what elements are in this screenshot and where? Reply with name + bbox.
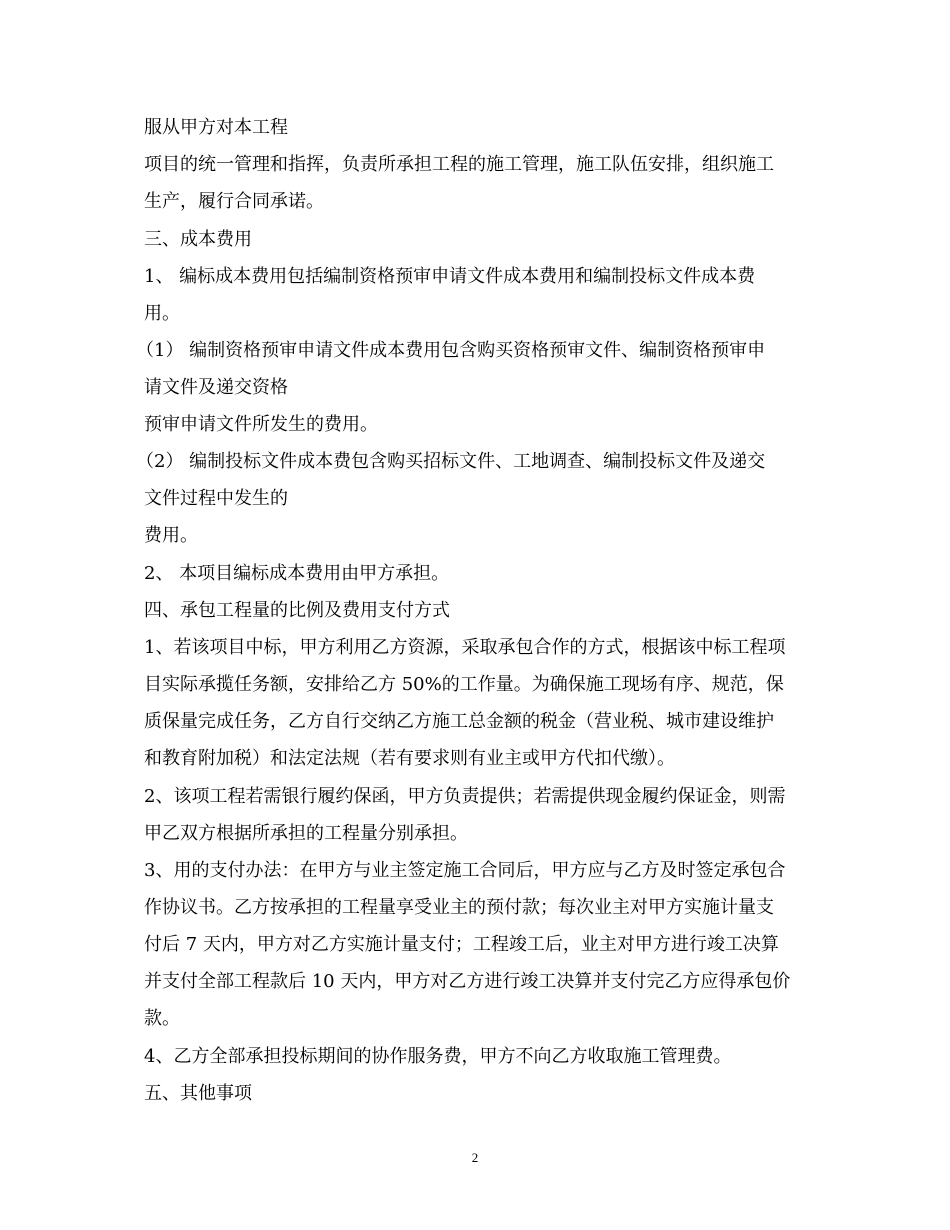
- text-line: （1） 编制资格预审申请文件成本费用包含购买资格预审文件、编制资格预审申: [136, 340, 766, 361]
- text-line: 作协议书。乙方按承担的工程量享受业主的预付款；每次业主对甲方实施计量支: [144, 897, 774, 918]
- section-heading: 三、成本费用: [144, 229, 252, 250]
- text-line: 付后 7 天内，甲方对乙方实施计量支付；工程竣工后，业主对甲方进行竣工决算: [144, 934, 779, 955]
- section-heading: 五、其他事项: [144, 1083, 252, 1104]
- text-line: 项目的统一管理和指挥，负责所承担工程的施工管理，施工队伍安排，组织施工: [144, 154, 774, 175]
- text-line: 用。: [144, 303, 180, 324]
- text-line: 3、用的支付办法：在甲方与业主签定施工合同后，甲方应与乙方及时签定承包合: [144, 860, 786, 881]
- text-line: 服从甲方对本工程: [144, 117, 288, 138]
- section-heading: 四、承包工程量的比例及费用支付方式: [144, 600, 450, 621]
- text-line: 质保量完成任务，乙方自行交纳乙方施工总金额的税金（营业税、城市建设维护: [144, 711, 774, 732]
- text-line: 生产，履行合同承诺。: [144, 191, 324, 212]
- text-line: 甲乙双方根据所承担的工程量分别承担。: [144, 823, 468, 844]
- text-line: 请文件及递交资格: [144, 377, 288, 398]
- text-line: 款。: [144, 1008, 180, 1029]
- text-line: 费用。: [144, 525, 198, 546]
- text-line: （2） 编制投标文件成本费包含购买招标文件、工地调查、编制投标文件及递交: [136, 451, 766, 472]
- text-line: 文件过程中发生的: [144, 488, 288, 509]
- text-line: 2、该项工程若需银行履约保函，甲方负责提供；若需提供现金履约保证金，则需: [144, 786, 786, 807]
- text-line: 和教育附加税）和法定法规（若有要求则有业主或甲方代扣代缴）。: [144, 748, 675, 769]
- page-number: 2: [471, 1150, 479, 1165]
- text-line: 目实际承揽任务额，安排给乙方 50%的工作量。为确保施工现场有序、规范，保: [144, 674, 784, 695]
- text-line: 预审申请文件所发生的费用。: [144, 414, 378, 435]
- text-line: 4、乙方全部承担投标期间的协作服务费，甲方不向乙方收取施工管理费。: [144, 1046, 732, 1067]
- text-line: 2、 本项目编标成本费用由甲方承担。: [144, 563, 450, 584]
- text-line: 1、 编标成本费用包括编制资格预审申请文件成本费用和编制投标文件成本费: [144, 266, 756, 287]
- text-line: 1、若该项目中标，甲方利用乙方资源，采取承包合作的方式，根据该中标工程项: [144, 637, 786, 658]
- text-line: 并支付全部工程款后 10 天内，甲方对乙方进行竣工决算并支付完乙方应得承包价: [144, 971, 791, 992]
